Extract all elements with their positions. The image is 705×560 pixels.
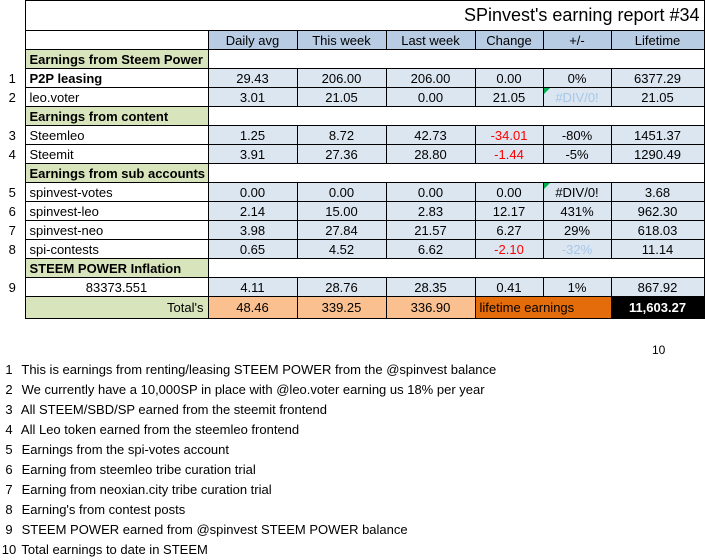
note-item [0,520,496,540]
table-row [0,221,704,240]
cell-change: 0.00 [475,69,543,88]
table-row [0,202,704,221]
header-lifetime: Lifetime [611,31,704,50]
cell-daily: 29.43 [208,69,297,88]
cell-pct: -32% [543,240,611,259]
cell-week: 0.00 [297,183,386,202]
cell-last: 0.00 [386,183,475,202]
cell-week: 15.00 [297,202,386,221]
cell-week: 28.76 [297,278,386,297]
header-row [0,31,704,50]
cell-pct: #DIV/0! [543,88,611,107]
row-index: 5 [0,183,25,202]
total-last: 336.90 [386,297,475,319]
cell-last: 0.00 [386,88,475,107]
cell-daily: 4.11 [208,278,297,297]
note-number: 5 [5,442,13,457]
note-number: 2 [5,382,13,397]
note-item [0,420,496,440]
row-label: spinvest-neo [25,221,208,240]
cell-change: 21.05 [475,88,543,107]
cell-pct: 1% [543,278,611,297]
cell-daily: 0.65 [208,240,297,259]
cell-pct: 29% [543,221,611,240]
note-number: 1 [5,362,13,377]
cell-change: -34.01 [475,126,543,145]
note-number: 9 [5,522,13,537]
notes-list [0,360,496,560]
cell-lifetime: 3.68 [611,183,704,202]
table-row [0,278,704,297]
section-row [0,259,704,278]
note-number: 8 [5,502,13,517]
cell-daily: 3.98 [208,221,297,240]
table-row [0,126,704,145]
cell-daily: 3.01 [208,88,297,107]
row-label: Steemit [25,145,208,164]
cell-last: 2.83 [386,202,475,221]
cell-pct: #DIV/0! [543,183,611,202]
row-label: Steemleo [25,126,208,145]
note-text: STEEM POWER earned from @spinvest STEEM POWER balance [21,522,408,537]
row-label: spinvest-votes [25,183,208,202]
note-text: Earning from neoxian.city tribe curation trial [21,482,272,497]
cell-week: 206.00 [297,69,386,88]
cell-change: -1.44 [475,145,543,164]
note-item [0,360,496,380]
cell-pct: -80% [543,126,611,145]
section-title: Earnings from Steem Power [25,50,208,69]
row-label: P2P leasing [25,69,208,88]
note-item [0,480,496,500]
cell-pct: -5% [543,145,611,164]
cell-week: 27.84 [297,221,386,240]
row-label: spi-contests [25,240,208,259]
note-text: All Leo token earned from the steemleo frontend [20,422,300,437]
row-index: 3 [0,126,25,145]
cell-lifetime: 11.14 [611,240,704,259]
cell-pct: 431% [543,202,611,221]
note-number: 7 [5,482,13,497]
note-text: This is earnings from renting/leasing STEEM POWER from the @spinvest balance [21,362,497,377]
cell-lifetime: 618.03 [611,221,704,240]
lifetime-earnings-total: 11,603.27 [611,297,704,319]
row-label: spinvest-leo [25,202,208,221]
title-row [0,1,704,31]
section-title: Earnings from sub accounts [25,164,208,183]
header-daily-avg: Daily avg [208,31,297,50]
note-number: 10 [1,542,17,557]
section-title: STEEM POWER Inflation [25,259,208,278]
cell-daily: 0.00 [208,183,297,202]
note-text: Earnings from the spi-votes account [21,442,230,457]
row-index: 2 [0,88,25,107]
report-title: SPinvest's earning report #34 [25,1,704,31]
row-index: 8 [0,240,25,259]
section-row [0,50,704,69]
cell-last: 6.62 [386,240,475,259]
cell-lifetime: 1451.37 [611,126,704,145]
header-last-week: Last week [386,31,475,50]
note-item [0,440,496,460]
cell-last: 28.80 [386,145,475,164]
cell-daily: 3.91 [208,145,297,164]
footnote-ref-10: 10 [652,343,666,357]
cell-last: 21.57 [386,221,475,240]
row-index: 9 [0,278,25,297]
note-number: 6 [5,462,13,477]
cell-daily: 2.14 [208,202,297,221]
header-this-week: This week [297,31,386,50]
row-index: 7 [0,221,25,240]
cell-change: 6.27 [475,221,543,240]
note-number: 4 [5,422,13,437]
note-text: Total earnings to date in STEEM [21,542,208,557]
table-row [0,69,704,88]
note-number: 3 [5,402,13,417]
cell-change: 0.00 [475,183,543,202]
cell-lifetime: 21.05 [611,88,704,107]
note-item [0,540,496,560]
cell-lifetime: 867.92 [611,278,704,297]
row-index: 6 [0,202,25,221]
table-row [0,88,704,107]
cell-change: 12.17 [475,202,543,221]
cell-change: -2.10 [475,240,543,259]
total-week: 339.25 [297,297,386,319]
totals-label: Total's [25,297,208,319]
section-row [0,164,704,183]
table-row [0,240,704,259]
header-change: Change [475,31,543,50]
row-label: leo.voter [25,88,208,107]
row-index: 1 [0,69,25,88]
cell-week: 27.36 [297,145,386,164]
note-item [0,460,496,480]
cell-lifetime: 962.30 [611,202,704,221]
cell-week: 8.72 [297,126,386,145]
header-plus-minus: +/- [543,31,611,50]
cell-week: 21.05 [297,88,386,107]
cell-last: 206.00 [386,69,475,88]
note-text: Earning's from contest posts [21,502,186,517]
cell-pct: 0% [543,69,611,88]
note-item [0,380,496,400]
total-daily: 48.46 [208,297,297,319]
cell-lifetime: 1290.49 [611,145,704,164]
note-text: We currently have a 10,000SP in place with @leo.voter earning us 18% per year [21,382,485,397]
section-title: Earnings from content [25,107,208,126]
cell-daily: 1.25 [208,126,297,145]
cell-last: 42.73 [386,126,475,145]
lifetime-earnings-label: lifetime earnings [475,297,611,319]
row-label: 83373.551 [25,278,208,297]
note-text: All STEEM/SBD/SP earned from the steemit frontend [20,402,328,417]
table-row [0,183,704,202]
note-item [0,500,496,520]
table-row [0,145,704,164]
cell-week: 4.52 [297,240,386,259]
cell-lifetime: 6377.29 [611,69,704,88]
totals-row [0,297,704,319]
section-row [0,107,704,126]
cell-last: 28.35 [386,278,475,297]
cell-change: 0.41 [475,278,543,297]
note-text: Earning from steemleo tribe curation trial [21,462,256,477]
note-item [0,400,496,420]
row-index: 4 [0,145,25,164]
